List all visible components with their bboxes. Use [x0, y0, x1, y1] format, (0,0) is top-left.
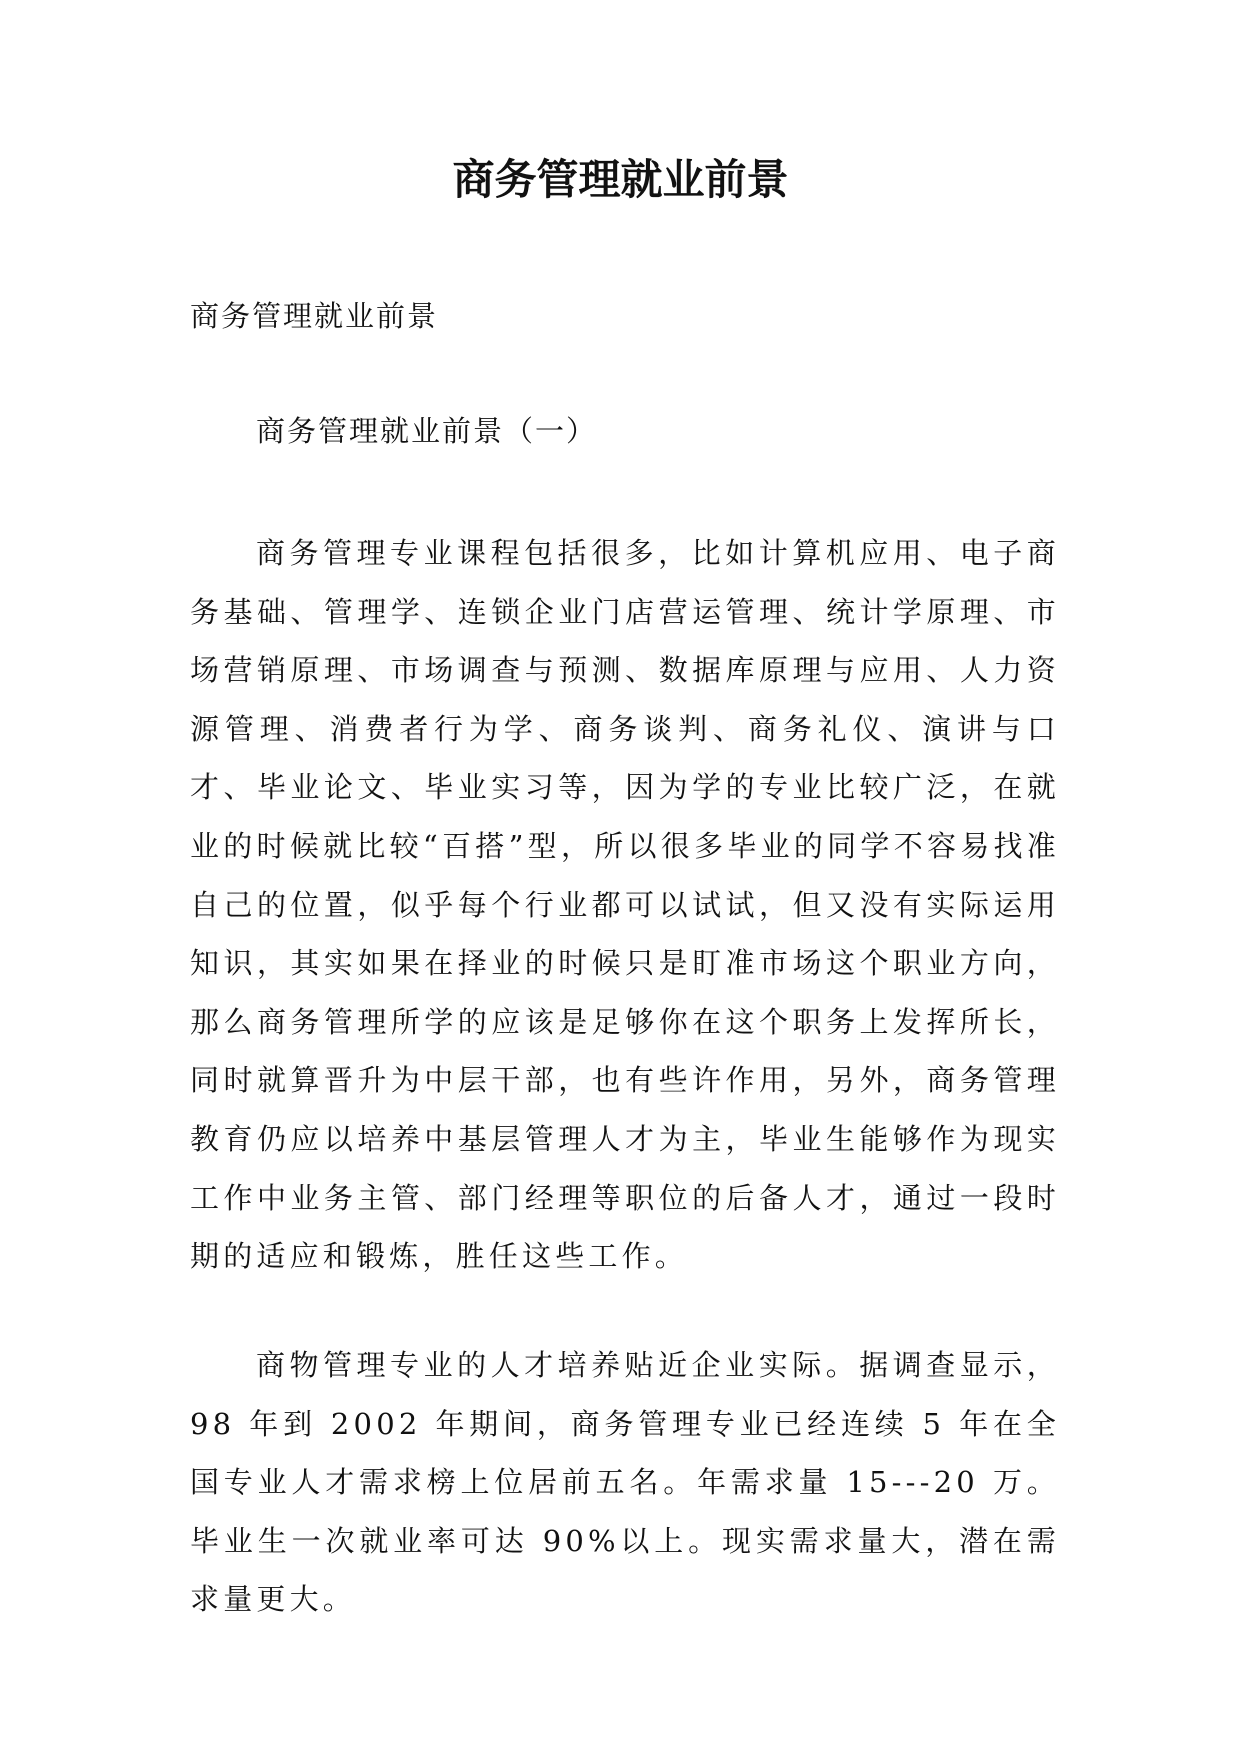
subsection-heading: 商务管理就业前景（一）	[256, 414, 598, 448]
document-title: 商务管理就业前景	[452, 155, 789, 204]
section-heading: 商务管理就业前景	[190, 299, 439, 333]
paragraph-course-overview: 商务管理专业课程包括很多，比如计算机应用、电子商务基础、管理学、连锁企业门店营运管理、统计学原理、市场营销原理、市场调查与预测、数据库原理与应用、人力资源管理、消费者行为学、商务谈判、商务礼仪、演讲与口才、毕业论文、毕业实习等，因为学的专业比较广泛，在就业的时候就比较“百搭”型，所以很多毕业的同学不容易找准自己的位置，似乎每个行业都可以试试，但又没有实际运用知识，其实如果在择业的时候只是盯准市场这个职业方向，那么商务管理所学的应该是足够你在这个职务上发挥所长，同时就算晋升为中层干部，也有些许作用，另外，商务管理教育仍应以培养中基层管理人才为主，毕业生能够作为现实工作中业务主管、部门经理等职位的后备人才，通过一段时期的适应和锻炼，胜任这些工作。	[190, 536, 1060, 1274]
paragraph-demand-statistics: 商物管理专业的人才培养贴近企业实际。据调查显示，98 年到 2002 年期间，商务管理专业已经连续 5 年在全国专业人才需求榜上位居前五名。年需求量 15---20 万。毕业生一次就业率可达 90%以上。现实需求量大，潜在需求量更大。	[190, 1348, 1060, 1617]
